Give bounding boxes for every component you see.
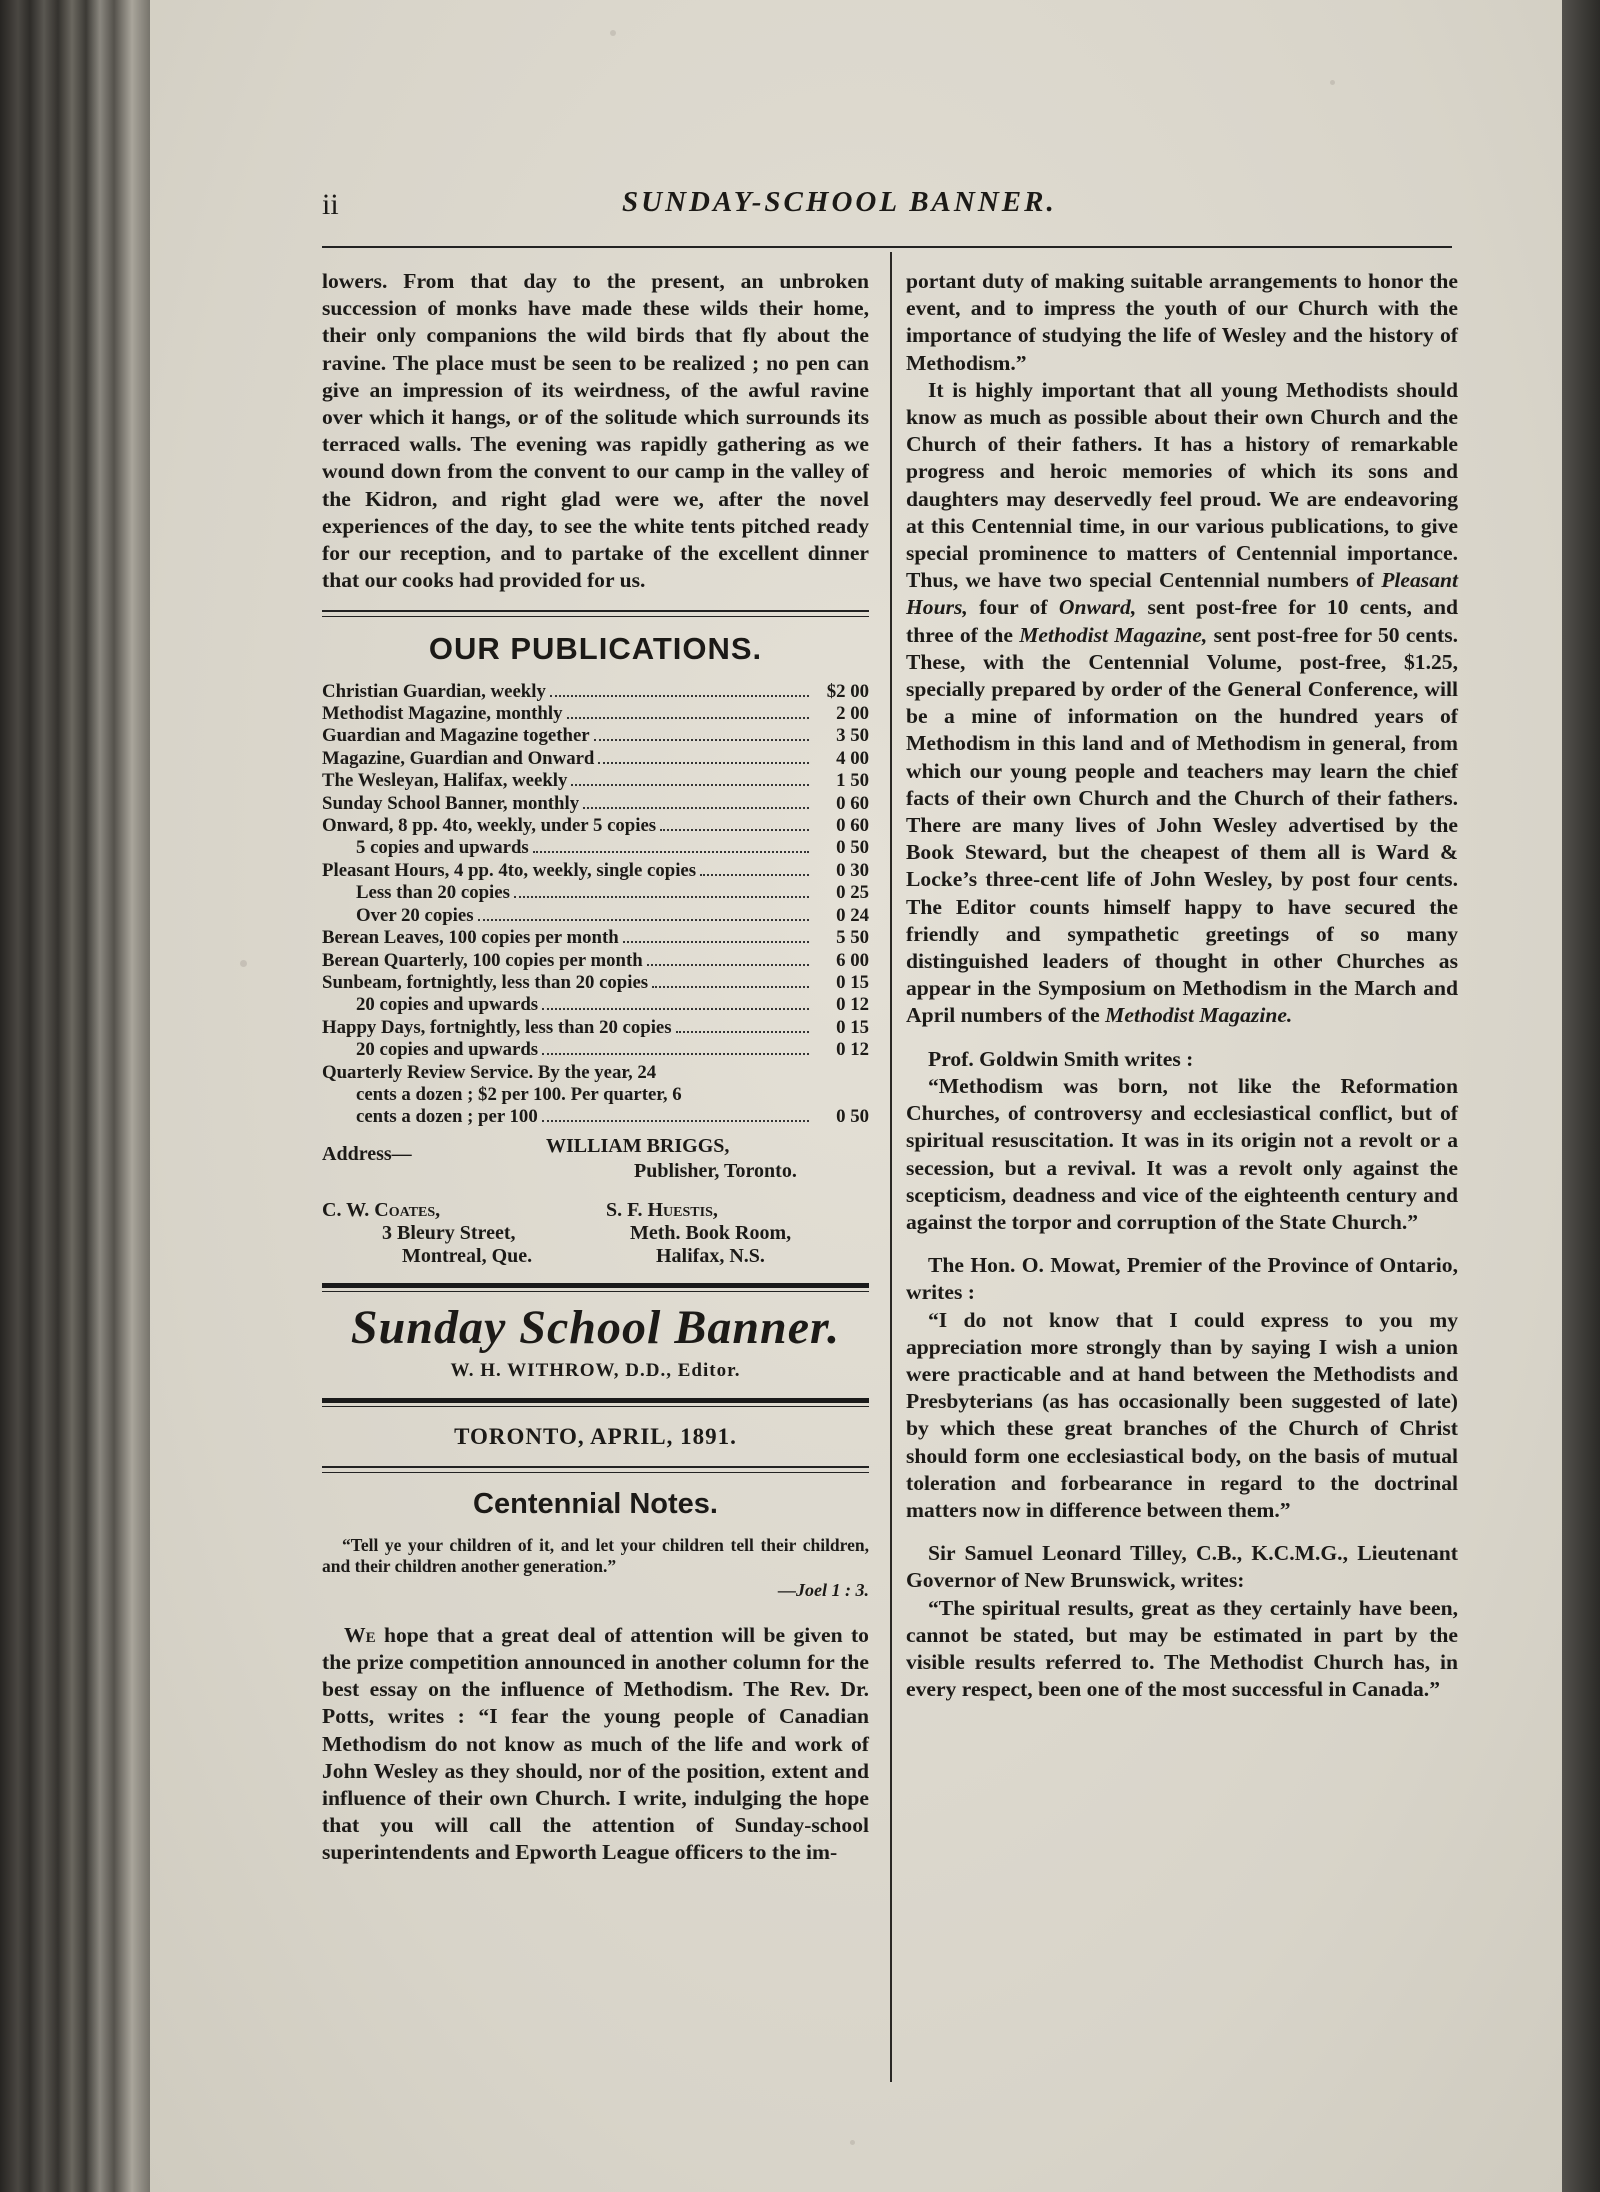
publications-list — [322, 681, 869, 1129]
publisher-name: WILLIAM BRIGGS, — [546, 1134, 730, 1157]
page-header — [322, 186, 1452, 226]
running-head: SUNDAY-SCHOOL BANNER. — [622, 186, 1057, 218]
publication-row: Christian Guardian, weekly $2 00 — [322, 680, 869, 702]
publication-row: Methodist Magazine, monthly 2 00 — [322, 703, 869, 725]
publication-row: Guardian and Magazine together 3 50 — [322, 725, 869, 747]
paper-speck — [1330, 80, 1335, 85]
editor-line: W. H. WITHROW, D.D., Editor. — [450, 1359, 741, 1381]
epigraph-citation: —Joel 1 : 3. — [778, 1579, 869, 1600]
publication-row: 20 copies and upwards 0 12 — [356, 1039, 869, 1061]
publication-row: 5 copies and upwards 0 50 — [356, 837, 869, 859]
epigraph: “Tell ye your children of it, and let your children tell their children, and their children another generation.” — [322, 1534, 869, 1576]
header-rule — [322, 246, 1452, 248]
publication-row: Less than 20 copies 0 25 — [356, 882, 869, 904]
masthead-rule-top — [322, 1283, 869, 1292]
paper-speck — [240, 960, 247, 967]
mowat-quote: “I do not know that I could express to you my appreciation more strongly than by saying I wish a union were practicable and at hand between the Methodists and Presbyterians (as has occasionally been suggested of late) by which these great branches of the Church of Christ should form one ecclesiastical body, on the basis of mutual toleration and forbearance in regard to the doctrinal matters now in difference between them.” — [906, 1307, 1458, 1522]
smith-quote: “Methodism was born, not like the Reformation Churches, of controversy and ecclesiastical conflict, but of spiritual resuscitation. It was in its origin not a revolt or a secession, but a revival. It was a revolt only against the scepticism, deadness and vice of the eighteenth century and against the torpor and corruption of the State Church.” — [906, 1073, 1458, 1234]
halifax-agent-city: Halifax, N.S. — [656, 1244, 765, 1267]
drop-cap-word: We — [344, 1622, 376, 1647]
page-number: ii — [322, 188, 339, 221]
dateline-rule — [322, 1466, 869, 1473]
quarterly-review-entry: Quarterly Review Service. By the year, 24 cents a dozen ; $2 per 100. Per quarter, 6 cents a dozen ; per 100 0 50 — [322, 1061, 869, 1128]
continuation-paragraph: lowers. From that day to the present, an unbroken succession of monks have made these wilds their home, their only companions the wild birds that fly about the ravine. The place must be seen to be realized ; no pen can give an impression of its weirdness, of the awful ravine over which it hangs, or of the solitude which surrounds its terraced walls. The evening was rapidly gathering as we wound down from the convent to our camp in the valley of the Kidron, and right glad were we, after the novel experiences of the day, to see the white tents pitched ready for our reception, and to partake of the excellent dinner that our cooks had provided for us. — [322, 269, 869, 593]
continued-paragraph: portant duty of making suitable arrangements to honor the event, and to impress the youth of our Church with the importance of studying the life of Wesley and the history of Methodism.” — [906, 269, 1458, 375]
centennial-notes-paragraph: We hope that a great deal of attention will be given to the prize competition announced in another column for the best essay on the influence of Methodism. The Rev. Dr. Potts, writes : “I fear the young people of Canadian Methodism do not know as much of the life and work of John Wesley as they should, nor of the position, extent and influence of their own Church. I write, indulging the hope that you will call the attention of Sunday-school superintendents and Epworth League officers to the im- — [322, 1622, 869, 1865]
publication-row: Onward, 8 pp. 4to, weekly, under 5 copies 0 60 — [322, 815, 869, 837]
publications-title: OUR PUBLICATIONS. — [428, 631, 763, 667]
masthead-rule-bottom — [322, 1398, 869, 1407]
mowat-intro: The Hon. O. Mowat, Premier of the Province of Ontario, writes : — [906, 1253, 1458, 1305]
address-label: Address— — [322, 1142, 412, 1165]
publication-row: Sunday School Banner, monthly 0 60 — [322, 792, 869, 814]
centennial-publications-paragraph: It is highly important that all young Methodists should know as much as possible about their own Church and the Church of their fathers. It has a history of remarkable progress and heroic memories of which its sons and daughters may deservedly feel proud. We are endeavoring at this Centennial time, in our various publications, to give special prominence to matters of Centennial importance. Thus, we have two special Centennial numbers of Pleasant Hours, four of Onward, sent post-free for 10 cents, and three of the Methodist Magazine, sent post-free for 50 cents. These, with the Centennial Volume, post-free, $1.25, specially prepared by order of the General Conference, will be a mine of information on the hundred years of Methodism in this land and of Methodism in general, from which our young people and teachers may learn the chief facts of their own Church and the Church of their fathers. There are many lives of John Wesley advertised by the Book Steward, but the cheapest of them all is Ward & Locke’s three-cent life of John Wesley, by post four cents. The Editor counts himself happy to have secured the friendly and sympathetic greetings of so many distinguished leaders of thought in other Churches as appear in the Symposium on Methodism in the March and April numbers of the Methodist Magazine. — [906, 377, 1459, 1028]
halifax-agent-room: Meth. Book Room, — [630, 1221, 792, 1244]
tilley-intro: Sir Samuel Leonard Tilley, C.B., K.C.M.G., Lieutenant Governor of New Brunswick, writes: — [906, 1541, 1458, 1593]
section-rule — [322, 610, 869, 617]
centennial-notes-title: Centennial Notes. — [473, 1488, 718, 1521]
publication-row: Over 20 copies 0 24 — [356, 904, 869, 926]
publication-row: 20 copies and upwards 0 12 — [356, 994, 869, 1016]
book-page-edges — [0, 0, 150, 2192]
montreal-agent-name: C. W. Coates, — [322, 1198, 441, 1221]
smith-intro: Prof. Goldwin Smith writes : — [928, 1046, 1194, 1071]
montreal-agent-city: Montreal, Que. — [402, 1244, 533, 1267]
book-gutter — [1560, 0, 1600, 2192]
publication-row: Sunbeam, fortnightly, less than 20 copies 0 15 — [322, 971, 869, 993]
right-column — [906, 268, 1458, 1703]
publication-row: The Wesleyan, Halifax, weekly 1 50 — [322, 770, 869, 792]
scanned-page — [150, 0, 1562, 2192]
tilley-quote: “The spiritual results, great as they certainly have been, cannot be stated, but may be estimated in part by the visible results referred to. The Methodist Church has, in every respect, been one of the most successful in Canada.” — [906, 1595, 1458, 1702]
publication-row: Pleasant Hours, 4 pp. 4to, weekly, single copies 0 30 — [322, 859, 869, 881]
publication-row: Berean Quarterly, 100 copies per month 6 00 — [322, 949, 869, 971]
dateline: TORONTO, APRIL, 1891. — [454, 1424, 737, 1450]
paper-speck — [610, 30, 616, 36]
paper-speck — [850, 2140, 855, 2145]
left-column — [322, 268, 869, 1867]
column-divider — [890, 252, 892, 2082]
halifax-agent-name: S. F. Huestis, — [606, 1198, 718, 1221]
publisher-address-block — [322, 1134, 869, 1271]
publisher-title: Publisher, Toronto. — [634, 1159, 797, 1182]
publication-row: Magazine, Guardian and Onward 4 00 — [322, 747, 869, 769]
masthead-title: Sunday School Banner. — [350, 1300, 841, 1354]
montreal-agent-street: 3 Bleury Street, — [382, 1221, 516, 1244]
publication-row: Berean Leaves, 100 copies per month 5 50 — [322, 927, 869, 949]
publication-row: Happy Days, fortnightly, less than 20 copies 0 15 — [322, 1016, 869, 1038]
